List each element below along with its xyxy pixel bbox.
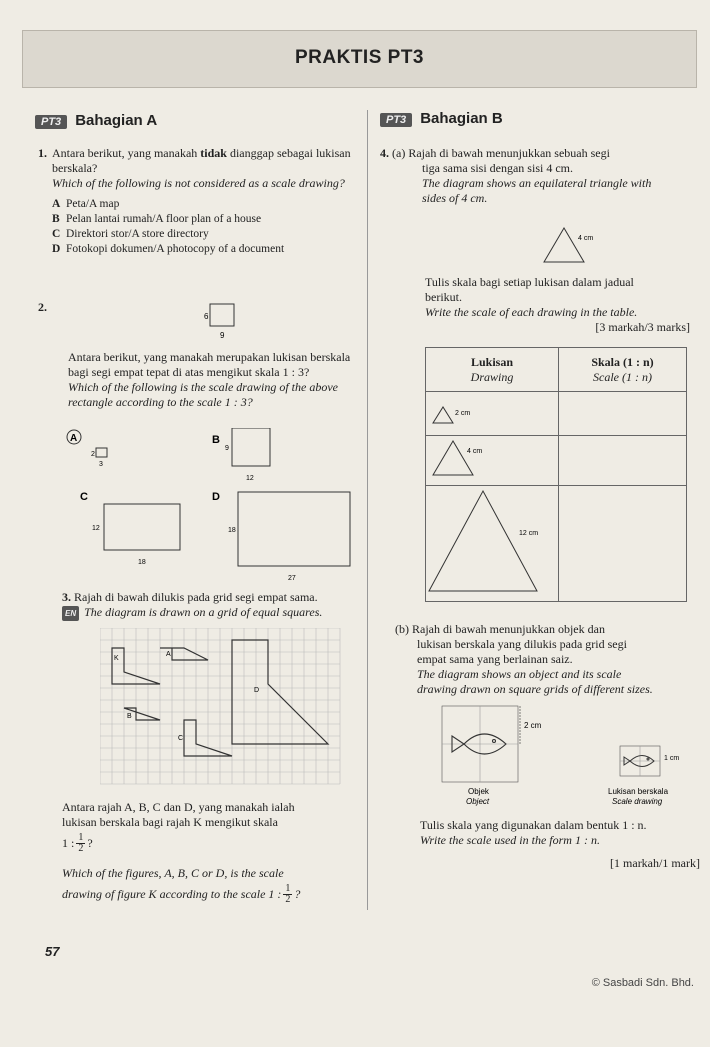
fraction-den-en: 2: [285, 893, 291, 905]
table-row: [426, 436, 687, 486]
q2-option-a-left: 2: [91, 451, 95, 458]
label-k: K: [114, 655, 119, 662]
grid-label-small: 1 cm: [664, 755, 680, 762]
row2-label: 4 cm: [467, 448, 483, 455]
q3-text-ms: Rajah di bawah dilukis pada grid segi empat sama.: [74, 590, 318, 604]
page-title: PRAKTIS PT3: [294, 47, 425, 68]
table-header-scale: [559, 348, 687, 392]
grid-label-big: 2 cm: [524, 721, 542, 730]
pt3-badge: PT3: [35, 115, 67, 129]
triangle-2cm: [427, 393, 555, 429]
pt3-badge-b: PT3: [380, 113, 412, 127]
title-banner: [22, 30, 697, 88]
table-cell-scale-answer[interactable]: [559, 392, 687, 436]
q2-options-figures: [62, 428, 362, 588]
q4-instructions: [425, 275, 695, 335]
table-header-drawing: [426, 348, 559, 392]
q2-fig-left: 6: [204, 312, 209, 321]
q2-option-c-letter: C: [80, 491, 88, 503]
q4b-text-ms-1: Rajah di bawah menunjukkan objek dan: [412, 622, 605, 636]
q3-number: 3.: [62, 590, 71, 604]
en-badge-icon: EN: [62, 606, 79, 621]
q3-fraction-en: [283, 884, 292, 905]
table-cell-scale-answer[interactable]: [559, 486, 687, 602]
col2-en: Scale (1 : n): [593, 369, 652, 384]
q4b-instr-en: Write the scale used in the form 1 : n.: [420, 833, 600, 847]
fraction-num: 1: [78, 831, 84, 843]
section-a-header: [35, 112, 157, 130]
q2-text-ms: Antara berikut, yang manakah merupakan lukisan berskala bagi segi empat tepat di atas mengikut skala 1 : 3?: [68, 350, 351, 379]
question-3: [62, 590, 362, 605]
q4-equilateral-triangle: [540, 222, 610, 266]
q4b-marks: [1 markah/1 mark]: [610, 856, 700, 870]
section-b-title: Bahagian B: [420, 110, 503, 127]
triangle-12cm: [427, 487, 555, 595]
q4-instr-ms-1: Tulis skala bagi setiap lukisan dalam jadual: [425, 275, 634, 289]
label-a: A: [166, 651, 171, 658]
q3-question-en-2-text: drawing of figure K according to the scale 1 :: [62, 886, 282, 901]
q3-question-ms-1: Antara rajah A, B, C dan D, yang manakah ialah: [62, 800, 295, 814]
q4-text-en-2: sides of 4 cm.: [422, 191, 488, 205]
q2-option-b-bottom: 12: [246, 475, 254, 482]
q3-qmark-en: ?: [294, 886, 301, 901]
question-4b: [395, 622, 695, 697]
q4-part-a: (a): [392, 146, 406, 160]
q3-question-ms-2: lukisan berskala bagi rajah K mengikut skala: [62, 815, 278, 829]
q4b-text-ms-3: empat sama yang berlainan saiz.: [417, 652, 573, 666]
q3-qmark: ?: [87, 835, 93, 850]
q2-text: [68, 350, 358, 410]
q4-instr-ms-2: berikut.: [425, 290, 462, 304]
q3-question-en-1: Which of the figures, A, B, C or D, is the scale: [62, 866, 284, 880]
page-number: 57: [45, 944, 60, 959]
q1-option-c: C Direktori stor/A store directory: [52, 228, 209, 240]
question-4a: [380, 146, 690, 206]
q2-option-a-bottom: 3: [99, 461, 103, 468]
q2-option-d-letter: D: [212, 491, 220, 503]
table-row: [426, 486, 687, 602]
q1-option-b: B Pelan lantai rumah/A floor plan of a house: [52, 213, 262, 225]
q4-number: 4.: [380, 146, 389, 160]
col1-en: Drawing: [470, 369, 514, 384]
q3-scale-ms-text: 1 :: [62, 835, 75, 850]
q1-option-a: A Peta/A map: [52, 198, 120, 210]
q2-option-d-bottom: 27: [288, 575, 296, 582]
q1-text-bold: tidak: [200, 146, 227, 160]
q2-option-d-left: 18: [228, 527, 236, 534]
q4-part-b: (b): [395, 622, 409, 636]
table-cell-scale-answer[interactable]: [559, 436, 687, 486]
q3-question-en-2: [62, 881, 362, 907]
q2-option-c-bottom: 18: [138, 559, 146, 566]
q3-text-en-span: The diagram is drawn on a grid of equal squares.: [84, 605, 323, 619]
label-b: B: [127, 713, 132, 720]
triangle-4cm: [427, 437, 555, 479]
q2-text-en: Which of the following is the scale drawing of the above rectangle according to the scale 1 : 3?: [68, 380, 338, 409]
q4b-text-en-1: The diagram shows an object and its scale: [417, 667, 622, 681]
drawing-label-ms: Lukisan berskala: [608, 787, 669, 796]
question-1: [38, 146, 358, 257]
q4-text-ms-1: Rajah di bawah menunjukkan sebuah segi: [408, 146, 610, 160]
q1-text-ms-2: dianggap sebagai lukisan berskala?: [52, 146, 351, 175]
label-d: D: [254, 687, 260, 694]
q2-rectangle-figure: [190, 298, 250, 344]
table-header-row: [426, 348, 687, 392]
triangle-label: 4 cm: [578, 235, 594, 242]
q1-option-d: D Fotokopi dokumen/A photocopy of a document: [52, 243, 285, 255]
q2-fig-bottom: 9: [220, 331, 225, 340]
fraction-num-en: 1: [285, 882, 291, 894]
col2-ms: Skala (1 : n): [591, 354, 654, 369]
label-c: C: [178, 735, 184, 742]
object-label-en: Object: [466, 797, 490, 806]
q4-instr-en: Write the scale of each drawing in the table.: [425, 305, 638, 319]
object-label-ms: Objek: [468, 787, 489, 796]
copyright: © Sasbadi Sdn. Bhd.: [591, 977, 694, 989]
table-cell-drawing: [426, 486, 559, 602]
drawing-label-en: Scale drawing: [612, 797, 663, 806]
fraction-den: 2: [78, 842, 84, 854]
q4-marks: [3 markah/3 marks]: [595, 320, 690, 334]
q2-option-b-left: 9: [225, 445, 229, 452]
row1-label: 2 cm: [455, 410, 471, 417]
q2-option-a-letter: A: [70, 433, 78, 444]
scale-table: [425, 347, 687, 602]
q1-text-en: Which of the following is not considered as a scale drawing?: [52, 176, 345, 190]
q4b-instructions: [420, 818, 700, 871]
question-2-number: 2.: [38, 300, 47, 314]
table-cell-drawing: [426, 436, 559, 486]
q4-text-en-1: The diagram shows an equilateral triangle with: [422, 176, 652, 190]
row3-label: 12 cm: [519, 530, 539, 537]
section-b-header: [380, 110, 503, 128]
q2-option-b-letter: B: [212, 434, 220, 446]
q3-question: [62, 800, 362, 907]
q4b-figures: [420, 702, 700, 812]
q4-text-ms-2: tiga sama sisi dengan sisi 4 cm.: [422, 161, 573, 175]
column-divider: [367, 110, 368, 910]
table-row: [426, 392, 687, 436]
q4b-text-ms-2: lukisan berskala yang dilukis pada grid segi: [417, 637, 627, 651]
col1-ms: Lukisan: [470, 354, 514, 369]
q3-scale-ms: [62, 830, 362, 856]
q4b-text-en-2: drawing drawn on square grids of different sizes.: [417, 682, 653, 696]
table-cell-drawing: [426, 392, 559, 436]
question-number: 1.: [38, 146, 47, 160]
q3-fraction: [76, 833, 85, 854]
section-a-title: Bahagian A: [75, 112, 158, 129]
q3-text-en: [62, 605, 322, 621]
q1-text-ms: Antara berikut, yang manakah: [52, 146, 198, 160]
q2-option-c-left: 12: [92, 525, 100, 532]
q4b-instr-ms: Tulis skala yang digunakan dalam bentuk 1 : n.: [420, 818, 647, 832]
q3-grid-figure: [100, 628, 360, 798]
footer-area: [0, 905, 710, 907]
